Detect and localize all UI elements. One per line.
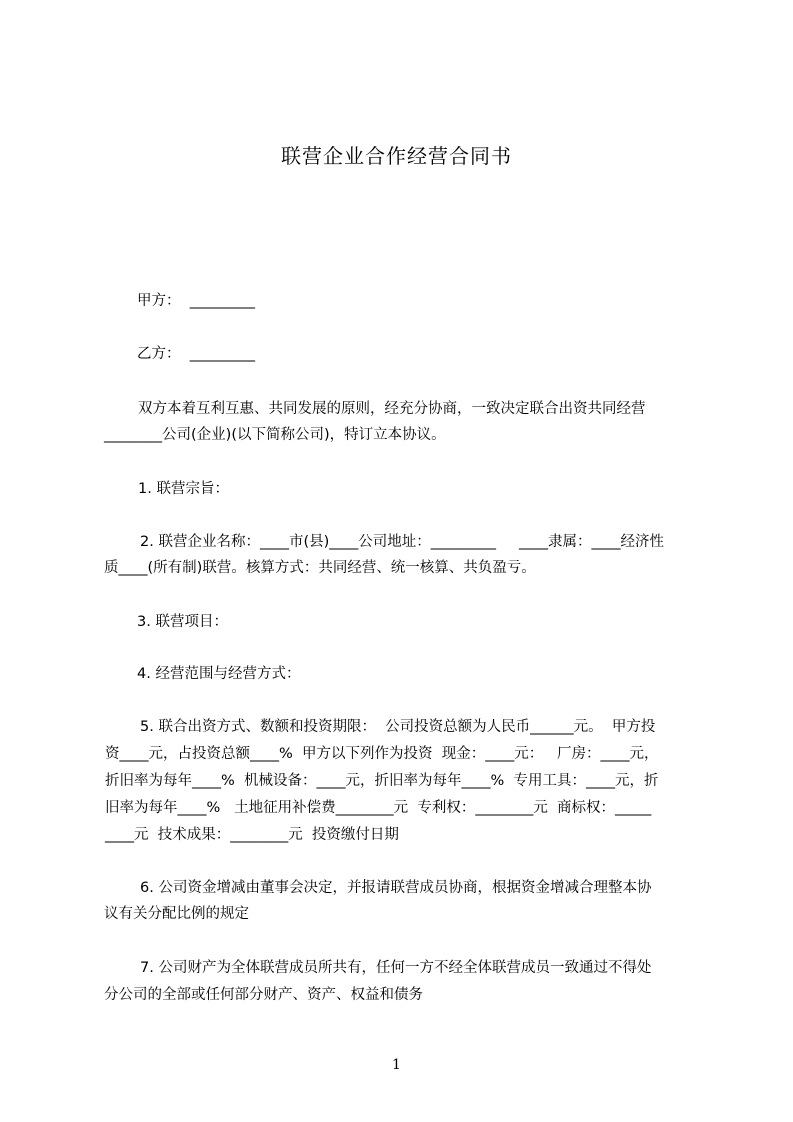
clause-1: 1. 联营宗旨：	[138, 481, 229, 497]
intro-line-2: ________公司(企业)(以下简称公司)，特订立本协议。	[104, 427, 446, 443]
clause-6-line-2: 议有关分配比例的规定	[104, 906, 249, 922]
clause-7-line-1: 7. 公司财产为全体联营成员所共有，任何一方不经全体联营成员一致通过不得处	[140, 960, 652, 976]
clause-6-line-1: 6. 公司资金增减由董事会决定，并报请联营成员协商，根据资金增减合理整本协	[140, 880, 652, 896]
clause-4: 4. 经营范围与经营方式：	[137, 666, 301, 682]
clause-2-line-2: 质____(所有制)联营。核算方式：共同经营、统一核算、共负盈亏。	[104, 560, 536, 576]
clause-3: 3. 联营项目：	[137, 614, 228, 630]
page-number: 1	[392, 1057, 401, 1073]
clause-5-line-2: 资____元，占投资总额____% 甲方以下列作为投资 现金：____元： 厂房：____元，	[105, 746, 659, 762]
intro-line-1: 双方本着互利互惠、共同发展的原则，经充分协商，一致决定联合出资共同经营	[138, 401, 646, 417]
clause-5-line-3: 折旧率为每年____% 机械设备：____元，折旧率为每年____% 专用工具：____元，折	[105, 773, 659, 789]
clause-5-line-5: ____元 技术成果：________元 投资缴付日期	[105, 827, 399, 843]
party-b-line: 乙方： _________	[137, 346, 255, 362]
clause-7-line-2: 分公司的全部或任何部分财产、资产、权益和债务	[104, 987, 423, 1003]
clause-2-line-1: 2. 联营企业名称：____市(县)____公司地址：_________ ____隶属：____经济性	[140, 534, 665, 550]
party-a-line: 甲方： _________	[137, 293, 255, 309]
document-title: 联营企业合作经营合同书	[281, 144, 512, 168]
clause-5-line-1: 5. 联合出资方式、数额和投资期限： 公司投资总额为人民币______元。 甲方投	[140, 719, 656, 735]
clause-5-line-4: 旧率为每年____% 土地征用补偿费________元 专利权：________元 商标权：_____	[105, 800, 652, 816]
